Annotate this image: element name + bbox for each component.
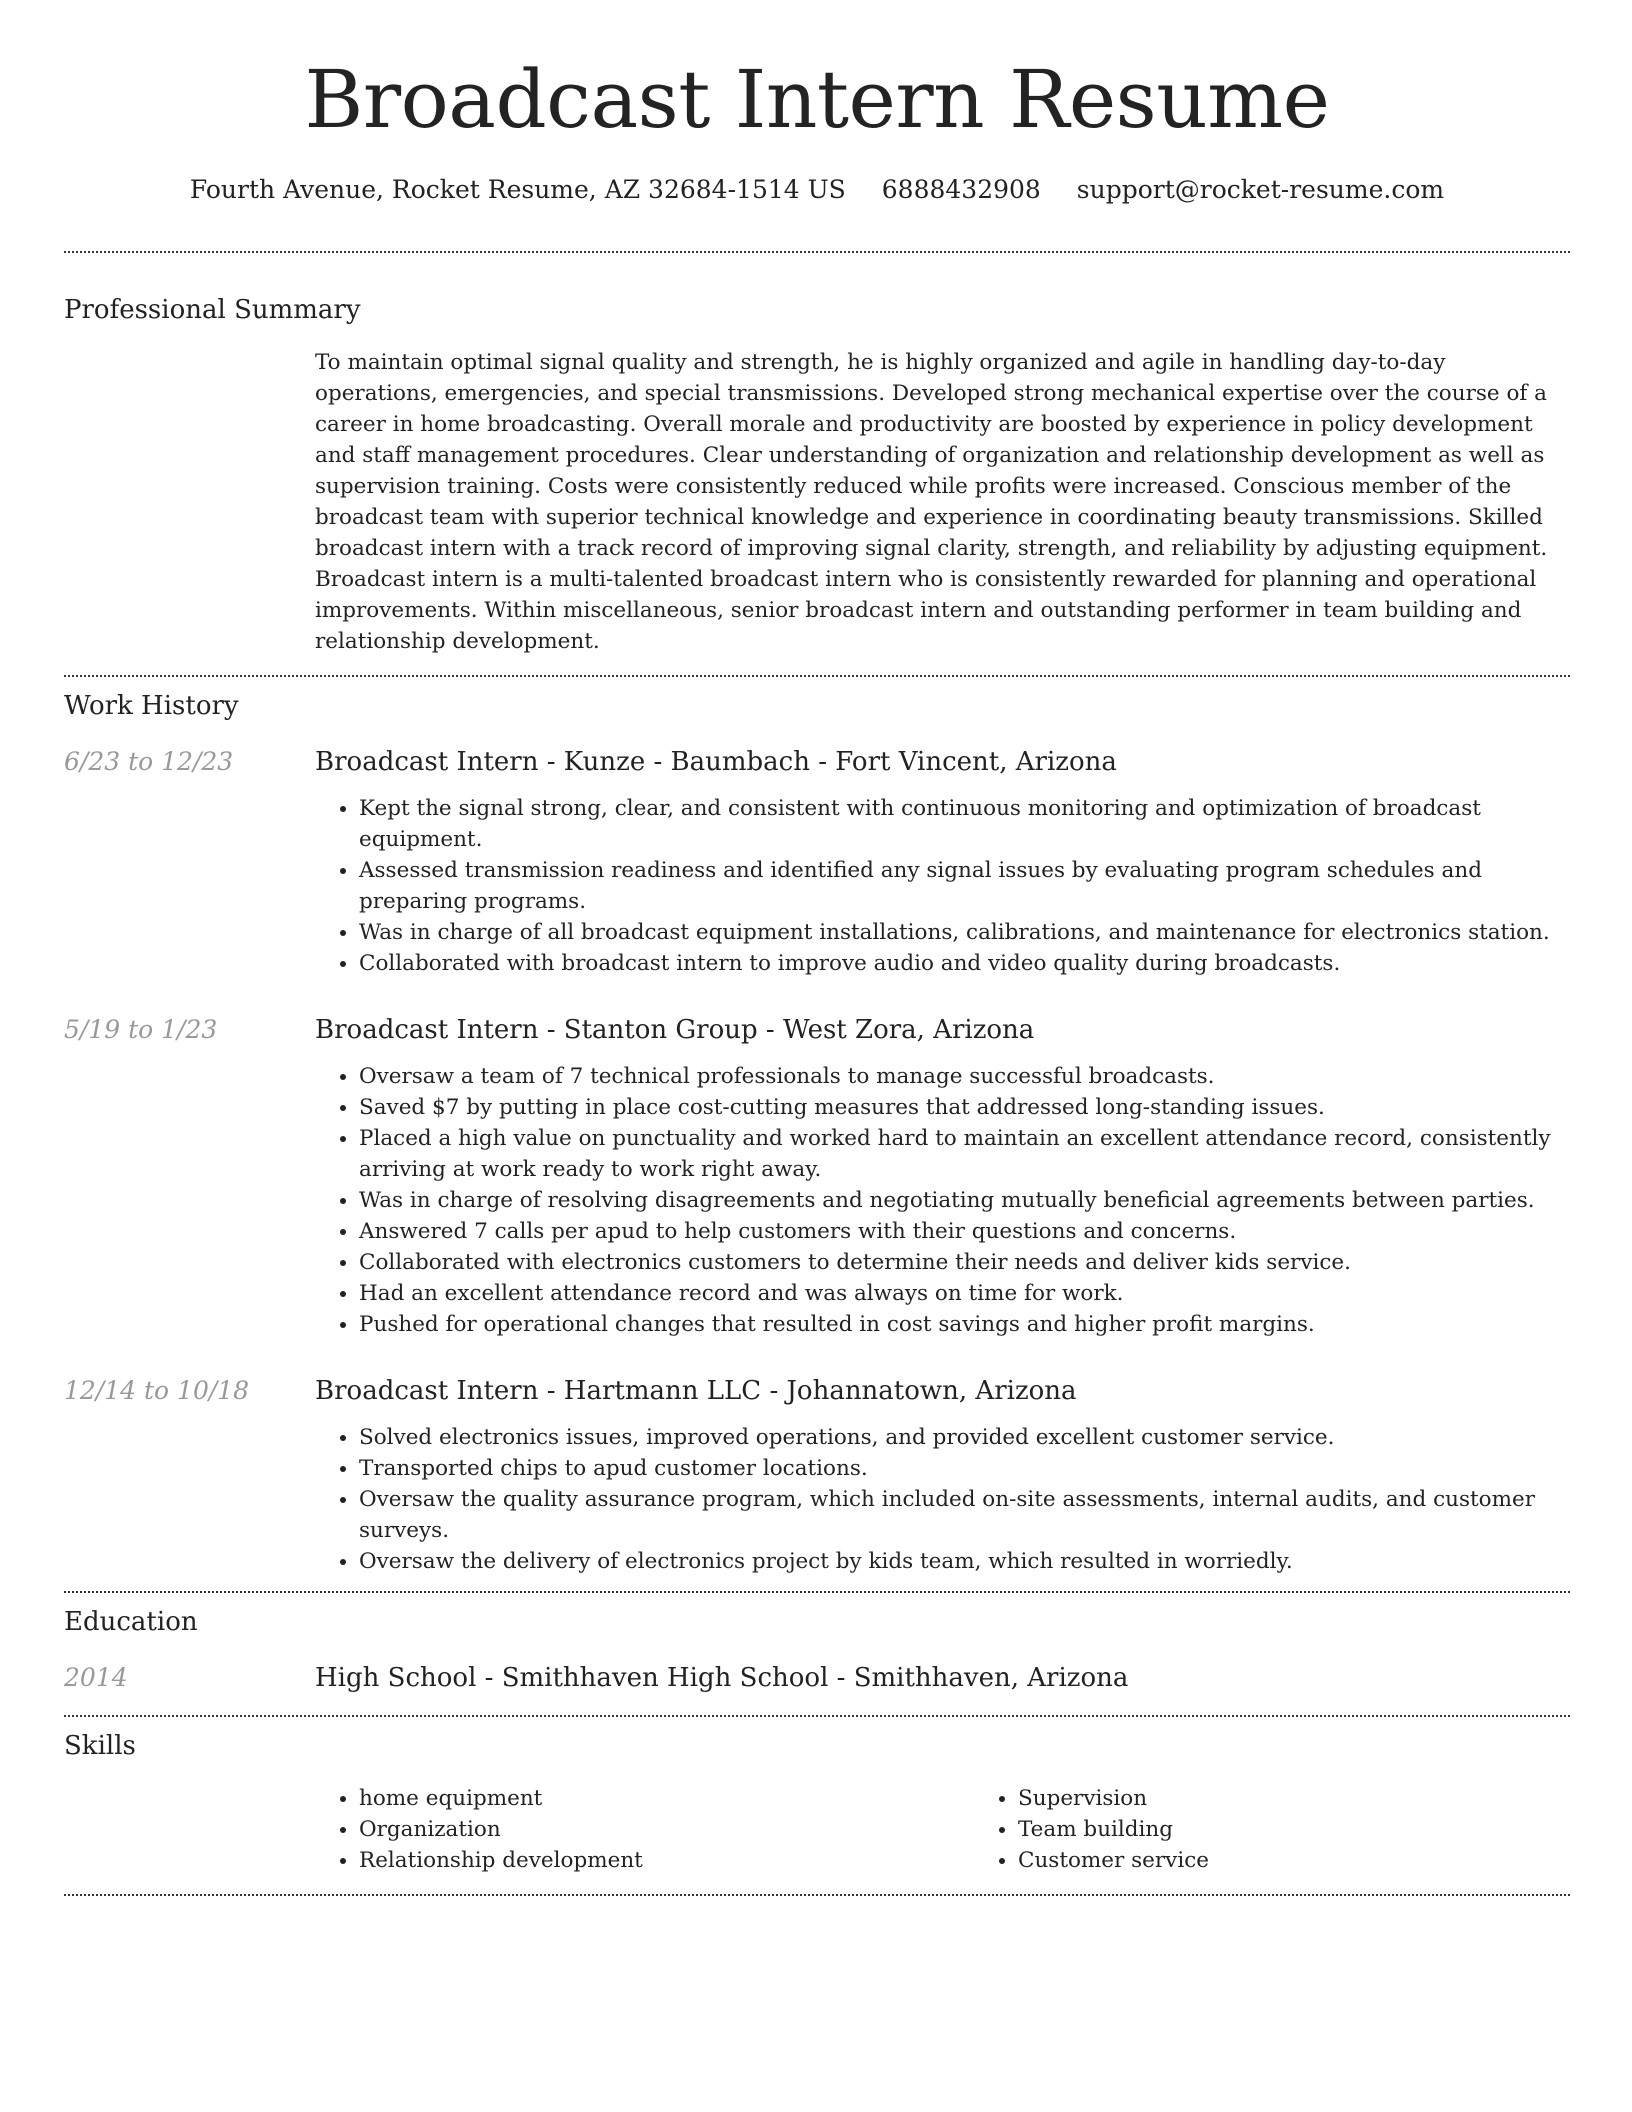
list-item: • Oversaw a team of 7 technical professionals to manage successful broadcasts.	[359, 1061, 1570, 1092]
list-item: • Oversaw the delivery of electronics project by kids team, which resulted in worriedly.	[359, 1546, 1570, 1577]
divider	[64, 675, 1570, 677]
job-entry	[64, 1374, 1570, 1577]
list-item: • Oversaw the quality assurance program, which included on-site assessments, internal audits, and customer surveys.	[359, 1484, 1570, 1546]
skills-heading: Skills	[64, 1731, 136, 1761]
list-item: • Saved $7 by putting in place cost-cutting measures that addressed long-standing issues.	[359, 1092, 1570, 1123]
list-item: • Answered 7 calls per apud to help customers with their questions and concerns.	[359, 1216, 1570, 1247]
list-item: • Collaborated with electronics customers to determine their needs and deliver kids service.	[359, 1247, 1570, 1278]
list-item: • Had an excellent attendance record and was always on time for work.	[359, 1278, 1570, 1309]
divider	[64, 251, 1570, 253]
contact-email: support@rocket-resume.com	[1076, 175, 1445, 204]
contact-line	[64, 174, 1570, 206]
skills-list	[315, 1783, 1632, 1876]
summary-heading: Professional Summary	[64, 295, 361, 325]
list-item: • Was in charge of resolving disagreements and negotiating mutually beneficial agreements between parties.	[359, 1185, 1570, 1216]
list-item: • Placed a high value on punctuality and worked hard to maintain an excellent attendance record, consistently arriving at work ready to work right away.	[359, 1123, 1570, 1185]
skills-column	[315, 1783, 974, 1876]
job-dates: 5/19 to 1/23	[64, 1015, 218, 1044]
list-item: • Collaborated with broadcast intern to improve audio and video quality during broadcasts.	[359, 948, 1570, 979]
education-entry: High School - Smithhaven High School - Smithhaven, Arizona	[315, 1663, 1129, 1693]
list-item: • Organization	[359, 1814, 974, 1845]
list-item: • Was in charge of all broadcast equipment installations, calibrations, and maintenance for electronics station.	[359, 917, 1570, 948]
list-item: • Supervision	[1018, 1783, 1632, 1814]
contact-address: Fourth Avenue, Rocket Resume, AZ 32684-1514 US	[189, 175, 846, 204]
list-item: • home equipment	[359, 1783, 974, 1814]
job-title: Broadcast Intern - Kunze - Baumbach - Fort Vincent, Arizona	[315, 747, 1117, 777]
list-item: • Solved electronics issues, improved operations, and provided excellent customer service.	[359, 1422, 1570, 1453]
list-item: • Team building	[1018, 1814, 1632, 1845]
resume-page	[64, 0, 1570, 1896]
resume-title: Broadcast Intern Resume	[304, 53, 1330, 146]
job-title: Broadcast Intern - Hartmann LLC - Johannatown, Arizona	[315, 1376, 1077, 1406]
divider	[64, 1894, 1570, 1896]
education-heading: Education	[64, 1607, 198, 1637]
job-dates: 6/23 to 12/23	[64, 747, 234, 776]
summary-text: To maintain optimal signal quality and strength, he is highly organized and agile in handling day-to-day operations, emergencies, and special transmissions. Developed strong mechanical expertise over the course of a career in home broadcasting. Overall morale and productivity are boosted by experience in policy development and staff management procedures. Clear understanding of organization and relationship development as well as supervision training. Costs were consistently reduced while profits were increased. Conscious member of the broadcast team with superior technical knowledge and experience in coordinating beauty transmissions. Skilled broadcast intern with a track record of improving signal clarity, strength, and reliability by adjusting equipment. Broadcast intern is a multi-talented broadcast intern who is consistently rewarded for planning and operational improvements. Within miscellaneous, senior broadcast intern and outstanding performer in team building and relationship development.	[315, 350, 1548, 654]
list-item: • Kept the signal strong, clear, and consistent with continuous monitoring and optimization of broadcast equipment.	[359, 793, 1570, 855]
list-item: • Customer service	[1018, 1845, 1632, 1876]
education-year: 2014	[64, 1663, 128, 1692]
divider	[64, 1591, 1570, 1593]
contact-phone: 6888432908	[881, 175, 1041, 204]
skills-column	[974, 1783, 1632, 1876]
list-item: • Transported chips to apud customer locations.	[359, 1453, 1570, 1484]
list-item: • Relationship development	[359, 1845, 974, 1876]
job-bullets	[315, 793, 1570, 979]
job-dates: 12/14 to 10/18	[64, 1376, 250, 1405]
list-item: • Pushed for operational changes that resulted in cost savings and higher profit margins.	[359, 1309, 1570, 1340]
divider	[64, 1715, 1570, 1717]
job-bullets	[315, 1061, 1570, 1340]
list-item: • Assessed transmission readiness and identified any signal issues by evaluating program schedules and preparing programs.	[359, 855, 1570, 917]
work-history-heading: Work History	[64, 691, 239, 721]
job-bullets	[315, 1422, 1570, 1577]
job-title: Broadcast Intern - Stanton Group - West Zora, Arizona	[315, 1015, 1035, 1045]
job-entry	[64, 1013, 1570, 1340]
job-entry	[64, 745, 1570, 979]
